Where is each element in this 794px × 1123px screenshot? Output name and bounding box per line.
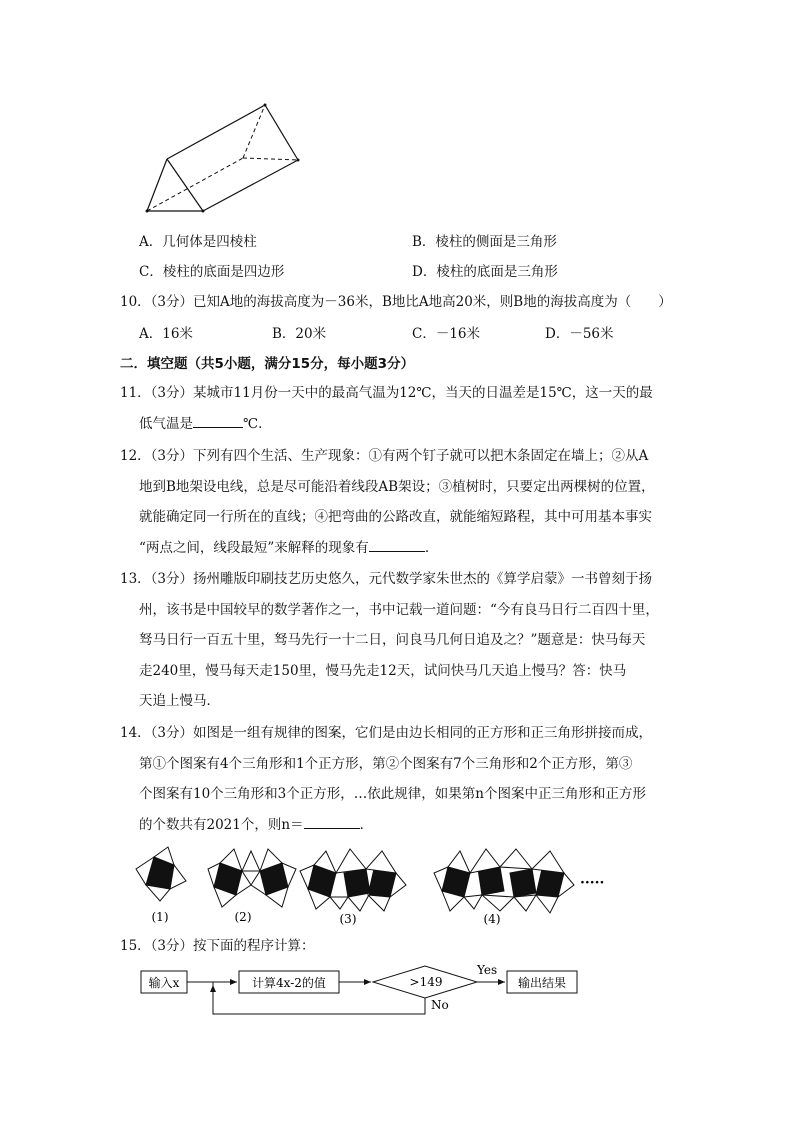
q11-line1: 11．（3分）某城市11月份一天中的最高气温为12℃，当天的日温差是15℃，这一天的最: [120, 385, 653, 401]
q13-line1: 13．（3分）扬州雕版印刷技艺历史悠久，元代数学家朱世杰的《算学启蒙》一书曾刻于扬: [120, 571, 653, 587]
q13-line4: 走240里，慢马每天走150里，慢马先走12天，试问快马几天追上慢马？答：快马: [139, 662, 627, 679]
pattern-4: [434, 849, 574, 913]
flow-output-label: 输出结果: [517, 976, 567, 990]
pattern-3: [300, 849, 406, 911]
q13-line3: 驽马日行一百五十里，驽马先行一十二日，问良马几何日追及之？”题意是：快马每天: [139, 632, 646, 648]
q9-option-c: C．棱柱的底面是四边形: [139, 264, 285, 280]
q12: [120, 441, 680, 563]
answer-blank: [304, 814, 360, 829]
q14-line2: 第①个图案有4个三角形和1个正方形，第②个图案有7个三角形和2个正方形，第③: [139, 755, 633, 772]
q13-line5: 天追上慢马．: [139, 693, 220, 709]
q13-line2: 州，该书是中国较早的数学著作之一，书中记载一道问题：“今有良马日行二百四十里，: [139, 601, 659, 618]
flow-compute-label: 计算4x-2的值: [252, 976, 326, 990]
pattern-label-1: (1): [151, 910, 169, 924]
pattern-label-4: (4): [483, 912, 501, 926]
q10-option-a: A．16米: [139, 326, 193, 342]
section-heading: 二．填空题（共5小题，满分15分，每小题3分）: [120, 356, 415, 372]
flowchart: [135, 960, 595, 1020]
flow-yes-label: Yes: [477, 963, 498, 977]
pattern-figure: [130, 845, 630, 935]
q10-stem: 10．（3分）已知A地的海拔高度为－36米，B地比A地高20米，则B地的海拔高度为（ ）: [120, 294, 672, 310]
flow-condition-label: >149: [409, 975, 443, 989]
pattern-1: [136, 847, 186, 901]
pattern-label-3: (3): [339, 912, 357, 926]
q10-option-c: C．－16米: [412, 326, 481, 342]
pattern-2: [208, 849, 296, 907]
q12-line2: 地到B地架设电线，总是尽可能沿着线段AB架设；③植树时，只要定出两棵树的位置，: [139, 478, 655, 495]
q11-line2: 低气温是 ℃．: [120, 409, 680, 440]
prism-figure: [135, 98, 310, 218]
pattern-label-2: (2): [234, 910, 252, 924]
pattern-ellipsis: ·····: [580, 875, 605, 891]
flow-input-label: 输入x: [148, 976, 180, 990]
q12-line3: 就能确定同一行所在的直线；④把弯曲的公路改直，就能缩短路程，其中可用基本事实: [139, 509, 652, 525]
answer-blank: [193, 413, 243, 428]
q14: [120, 718, 680, 840]
q13: [120, 564, 680, 717]
q10-option-d: D．－56米: [545, 326, 614, 342]
q9-option-a: A．几何体是四棱柱: [139, 234, 257, 250]
q11: [120, 378, 680, 439]
q15-stem: 15．（3分）按下面的程序计算：: [120, 938, 315, 954]
prism-solid-edges: [147, 105, 298, 211]
q10-option-b: B．20米: [272, 326, 327, 342]
q14-line1: 14．（3分）如图是一组有规律的图案，它们是由边长相同的正方形和正三角形拼接而成，: [120, 725, 653, 741]
q9-option-d: D．棱柱的底面是三角形: [412, 264, 558, 280]
answer-blank: [369, 537, 425, 552]
q9-option-b: B．棱柱的侧面是三角形: [412, 234, 557, 250]
q14-line3: 个图案有10个三角形和3个正方形，…依此规律，如果第n个图案中正三角形和正方形: [139, 786, 646, 802]
q12-line1: 12．（3分）下列有四个生活、生产现象：①有两个钉子就可以把木条固定在墙上；②从A: [120, 448, 649, 464]
q14-line4: 的个数共有2021个，则n＝ ．: [120, 810, 680, 841]
q12-line4: “两点之间，线段最短”来解释的现象有 ．: [120, 533, 680, 564]
flow-no-label: No: [431, 998, 449, 1012]
